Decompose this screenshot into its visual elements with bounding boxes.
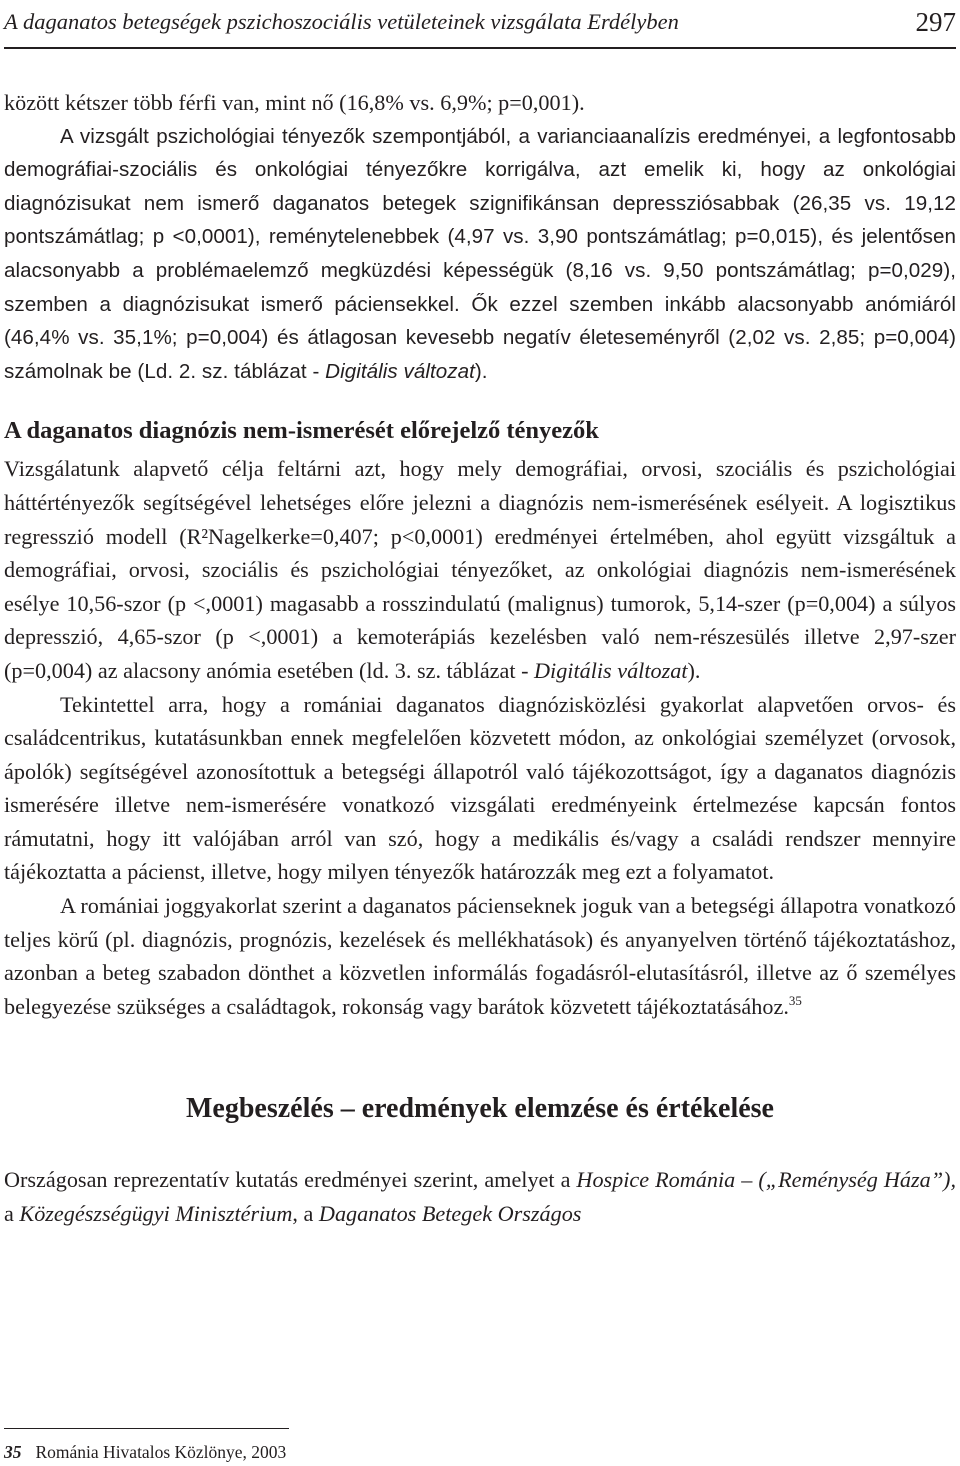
footnote	[4, 1441, 286, 1463]
paragraph-4	[4, 688, 956, 890]
paragraph-6-italic-f: Daganatos Betegek Országos	[318, 1201, 582, 1227]
footnote-ref: 35	[788, 992, 802, 1008]
footnote-rule	[4, 1428, 289, 1429]
main-text	[4, 86, 956, 1231]
paragraph-5-text: A romániai joggyakorlat szerint a daganatos pácienseknek joguk van a betegségi állapotra vonatkozó teljes körű (pl. diagnózis, prognózis, kezelések és mellékhatások) és anyanyelven történő tájékoztatáshoz, azonban a beteg szabadon dönthet a közvetlen informálás fogadásról-elutasításról, illetve az ő személyes belegyezése szükséges a családtagok, rokonság vagy barátok közvetett tájékoztatásához.	[4, 893, 956, 1019]
paragraph-5	[4, 889, 956, 1023]
paragraph-6-text-c: a	[4, 1201, 20, 1227]
section-heading-2: Megbeszélés – eredmények elemzése és értékelése	[186, 1093, 774, 1125]
page-number: 297	[915, 6, 956, 37]
paragraph-4-text: Tekintettel arra, hogy a romániai daganatos diagnózisközlési gyakorlat alapvetően orvos- és családcentrikus, kutatásunkban ennek megfelelően közvetett módon, az onkológiai személyzet (orvosok, ápolók) segítségével azonosítottuk a betegségi állapotról való tájékozottságot, így a daganatos diagnózis ismerésére illetve nem-ismerésére vonatkozó vizsgálati eredményeink értelmezése kapcsán fontos rámutatni, hogy itt valójában arról van szó, hogy a medikális és/vagy a családi rendszer mennyire tájékoztatta a pácienst, illetve, hogy milyen tényezők határozzák meg ezt a folyamatot.	[4, 691, 956, 885]
paragraph-3-italic: Digitális változat	[534, 657, 688, 683]
running-head	[4, 0, 956, 44]
paragraph-3	[4, 452, 956, 687]
document-page	[4, 0, 956, 1466]
running-head-title: A daganatos betegségek pszichoszociális vetületeinek vizsgálata Erdélyben	[4, 9, 679, 34]
paragraph-3-end: ).	[687, 657, 701, 683]
paragraph-6-italic-b: Hospice Románia – („Reménység Háza”),	[576, 1167, 956, 1193]
section-heading-1: A daganatos diagnózis nem-ismerését előrejelző tényezők	[4, 417, 599, 445]
paragraph-2-text: A vizsgált pszichológiai tényezők szempontjából, a varianciaanalízis eredményei, a legfontosabb demográfiai-szociális és onkológiai tényezőkre korrigálva, azt emelik ki, hogy az onkológiai diagnózisukat nem ismerő daganatos betegek szignifikánsan depressziósabbak (26,35 vs. 19,12 pontszámátlag; p <0,0001), reménytelenebbek (4,97 vs. 3,90 pontszámátlag; p=0,015), és jelentősen alacsonyabb a problémaelemző megküzdési képességük (8,16 vs. 9,50 pontszámátlag; p=0,029), szemben a diagnózisukat ismerő páciensekkel. Ők ezzel szemben inkább alacsonyabb anómiáról (46,4% vs. 35,1%; p=0,004) és átlagosan kevesebb negatív életeseményről (2,02 vs. 2,85; p=0,004) számolnak be (Ld. 2. sz. táblázat -	[4, 124, 956, 383]
paragraph-2-italic: Digitális változat	[325, 359, 475, 383]
paragraph-3-text: Vizsgálatunk alapvető célja feltárni azt, hogy mely demográfiai, orvosi, szociális és pszichológiai háttértényezők segítségével lehetséges előre jelezni a diagnózis nem-ismerésének esélyeit. A logisztikus regresszió modell (R²Nagelkerke=0,407; p<0,0001) eredményei értelmében, ahol együtt vizsgáltuk a demográfiai, orvosi, szociális és pszichológiai tényezőket, az onkológiai diagnózis nem-ismerésének esélye 10,56-szor (p <,0001) magasabb a rosszindulatú (malignus) tumorok, 5,14-szer (p=0,004) a súlyos depresszió, 4,65-szor (p <,0001) a kemoterápiás kezelésben való nem-részesülés illetve 2,97-szer (p=0,004) az alacsony anómia esetében (ld. 3. sz. táblázat -	[4, 456, 956, 683]
paragraph-1-text: között kétszer több férfi van, mint nő (16,8% vs. 6,9%; p=0,001).	[4, 90, 585, 115]
paragraph-2-end: ).	[474, 359, 488, 383]
footnote-number: 35	[4, 1442, 22, 1462]
header-rule	[4, 47, 956, 49]
paragraph-2	[4, 120, 956, 389]
paragraph-6-text-a: Országosan reprezentatív kutatás eredményei szerint, amelyet a	[4, 1167, 577, 1193]
paragraph-6	[4, 1163, 956, 1230]
footnote-text: Románia Hivatalos Közlönye, 2003	[35, 1442, 287, 1462]
paragraph-1	[4, 86, 956, 120]
paragraph-6-italic-d: Közegészségügyi Minisztérium	[19, 1201, 293, 1227]
paragraph-6-text-e: , a	[292, 1201, 319, 1227]
